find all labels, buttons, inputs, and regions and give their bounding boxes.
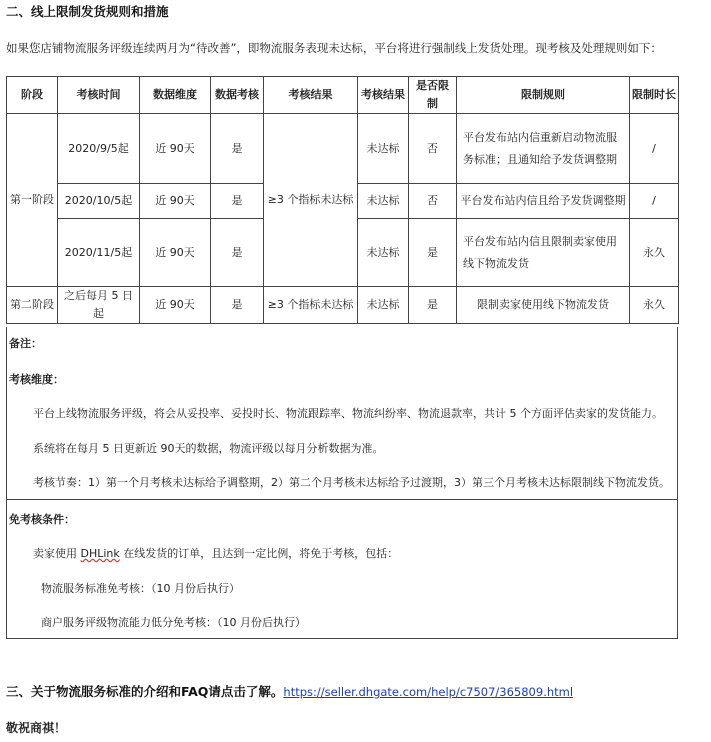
time-cell: 2020/11/5起 (58, 219, 140, 287)
col-header: 限制规则 (457, 77, 630, 114)
table-row (7, 287, 679, 324)
section-3-title: 三、关于物流服务标准的介绍和FAQ请点击了解。 (6, 684, 284, 699)
col-header: 考核结果 (264, 77, 358, 114)
time-cell: 之后每月 5 日起 (58, 287, 140, 324)
duration-cell: / (630, 114, 679, 184)
dhlink-term: DHLink (80, 547, 120, 560)
col-header: 数据维度 (140, 77, 211, 114)
rule-cell: 平台发布站内信重新启动物流服务标准；且通知给予发货调整期 (457, 114, 630, 184)
stage-cell: 第二阶段 (7, 287, 58, 324)
exempt-line (33, 545, 398, 561)
section-2-title: 二、线上限制发货规则和措施 (6, 4, 169, 19)
result2-cell: 未达标 (358, 114, 409, 184)
duration-cell: 永久 (630, 219, 679, 287)
result-cell: ≥3 个指标未达标 (264, 114, 358, 287)
remark-label: 备注： (9, 337, 42, 350)
result-cell: ≥3 个指标未达标 (264, 287, 358, 324)
duration-cell: / (630, 184, 679, 219)
exempt-pre: 卖家使用 (33, 547, 81, 560)
exempt-title: 免考核条件： (9, 513, 75, 526)
col-header: 考核时间 (58, 77, 140, 114)
result2-cell: 未达标 (358, 184, 409, 219)
dimension-title: 考核维度： (9, 373, 64, 386)
limit-cell: 是 (409, 287, 457, 324)
rule-cell: 平台发布站内信且给予发货调整期 (457, 184, 630, 219)
time-cell: 2020/10/5起 (58, 184, 140, 219)
check-cell: 是 (211, 219, 264, 287)
col-header: 是否限制 (409, 77, 457, 114)
rule-cell: 平台发布站内信且限制卖家使用线下物流发货 (457, 219, 630, 287)
table-header-row (7, 77, 679, 114)
check-cell: 是 (211, 114, 264, 184)
notes-divider (7, 499, 677, 500)
check-cell: 是 (211, 287, 264, 324)
faq-link[interactable]: https://seller.dhgate.com/help/c7507/365809.html (283, 685, 574, 699)
dim-cell: 近 90天 (140, 184, 211, 219)
check-cell: 是 (211, 184, 264, 219)
exempt-post: 在线发货的订单，且达到一定比例，将免于考核，包括： (119, 547, 399, 560)
section-3-line (6, 682, 573, 700)
duration-cell: 永久 (630, 287, 679, 324)
rule-cell: 限制卖家使用线下物流发货 (457, 287, 630, 324)
col-header: 阶段 (7, 77, 58, 114)
dim-cell: 近 90天 (140, 114, 211, 184)
dimension-line: 考核节奏：1）第一个月考核未达标给予调整期，2）第二个月考核未达标给予过渡期，3）第三个月考核未达标限制线下物流发货。 (33, 476, 670, 489)
dim-cell: 近 90天 (140, 219, 211, 287)
col-header: 考核结果 (358, 77, 409, 114)
exempt-item: 物流服务标准免考核：（10 月份后执行） (41, 582, 240, 595)
limit-cell: 否 (409, 184, 457, 219)
dimension-line: 系统将在每月 5 日更新近 90天的数据，物流评级以每月分析数据为准。 (33, 442, 384, 455)
stage-cell: 第一阶段 (7, 114, 58, 287)
col-header: 数据考核 (211, 77, 264, 114)
closing-text: 敬祝商祺！ (6, 721, 67, 735)
intro-paragraph: 如果您店铺物流服务评级连续两月为“待改善”，即物流服务表现未达标，平台将进行强制线上发货处理。现考核及处理规则如下： (6, 41, 662, 55)
limit-cell: 否 (409, 114, 457, 184)
col-header: 限制时长 (630, 77, 679, 114)
result2-cell: 未达标 (358, 287, 409, 324)
dimension-line: 平台上线物流服务评级，将会从妥投率、妥投时长、物流跟踪率、物流纠纷率、物流退款率，共计 5 个方面评估卖家的发货能力。 (33, 407, 663, 420)
time-cell: 2020/9/5起 (58, 114, 140, 184)
table-row (7, 114, 679, 184)
dim-cell: 近 90天 (140, 287, 211, 324)
rules-table (6, 76, 679, 324)
limit-cell: 是 (409, 219, 457, 287)
exempt-item: 商户服务评级物流能力低分免考核：（10 月份后执行） (41, 616, 306, 629)
notes-box (6, 327, 678, 639)
result2-cell: 未达标 (358, 219, 409, 287)
